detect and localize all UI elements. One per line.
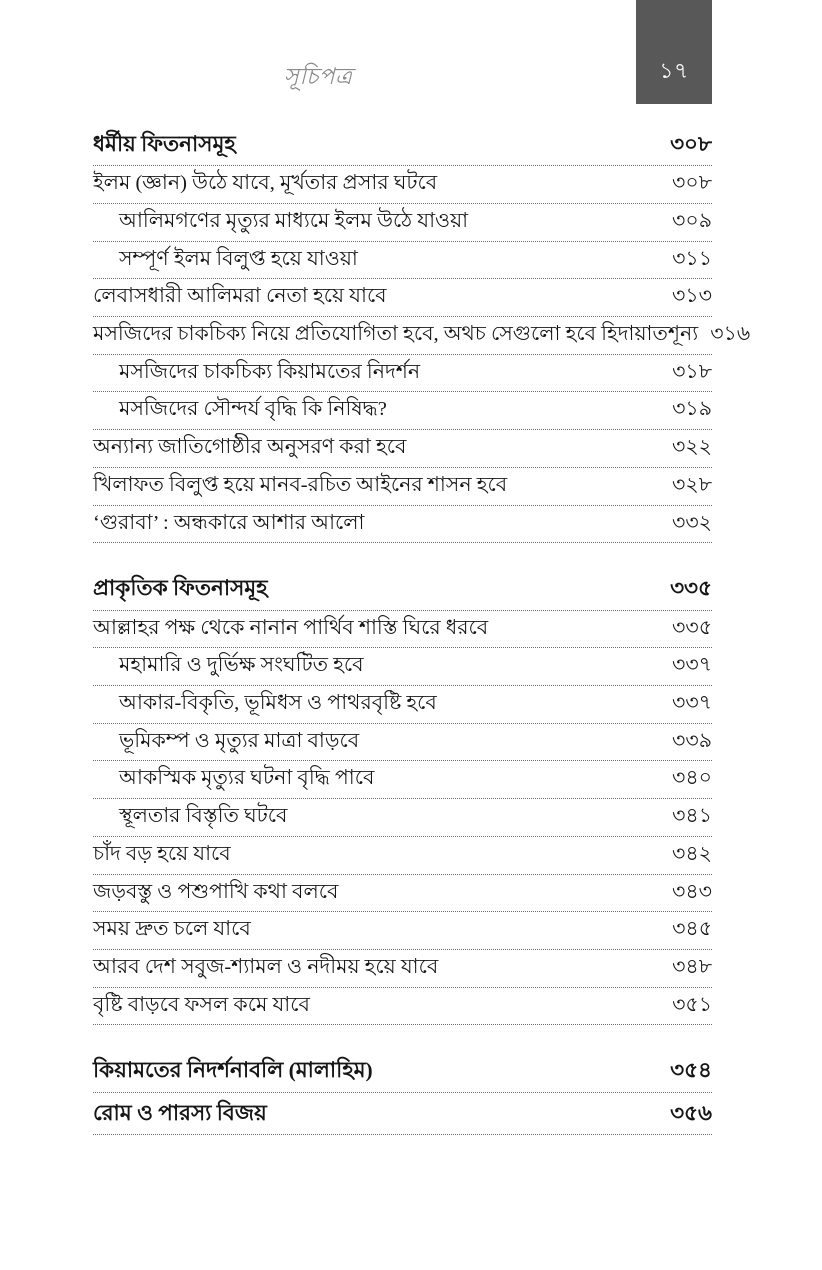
- toc-entry-row[interactable]: [93, 204, 712, 242]
- toc-entry-page-number: ৩২২: [672, 436, 712, 459]
- table-of-contents: [93, 124, 751, 1135]
- toc-entry-page-number: ৩১১: [672, 247, 712, 270]
- toc-entry-row[interactable]: [93, 392, 712, 430]
- toc-entry-page-number: ৩১৩: [672, 285, 712, 308]
- page-number-box: [636, 0, 712, 104]
- toc-entry-page-number: ৩৩২: [672, 511, 712, 534]
- toc-entry-label: চাঁদ বড় হয়ে যাবে: [93, 842, 231, 865]
- toc-entry-row[interactable]: [93, 875, 712, 913]
- toc-entry-label: মহামারি ও দুর্ভিক্ষ সংঘটিত হবে: [119, 654, 364, 677]
- toc-entry-label: মসজিদের চাকচিক্য নিয়ে প্রতিযোগিতা হবে, অথচ সেগুলো হবে হিদায়াতশূন্য: [93, 323, 699, 346]
- toc-entry-label: রোম ও পারস্য বিজয়: [93, 1100, 267, 1125]
- toc-entry-page-number: ৩১৮: [672, 360, 712, 383]
- toc-entry-label: আল্লাহর পক্ষ থেকে নানান পার্থিব শাস্তি ঘিরে ধরবে: [93, 616, 489, 639]
- toc-entry-row[interactable]: [93, 912, 712, 950]
- running-head-title: সূচিপত্র: [283, 64, 353, 89]
- toc-entry-row[interactable]: [93, 988, 712, 1026]
- toc-entry-page-number: ৩১৬: [710, 323, 751, 346]
- toc-entry-row[interactable]: [93, 317, 751, 355]
- toc-entry-label: ভূমিকম্প ও মৃত্যুর মাত্রা বাড়বে: [119, 729, 360, 752]
- toc-entry-page-number: ৩৩৭: [672, 654, 712, 677]
- toc-entry-row[interactable]: [93, 279, 712, 317]
- toc-entry-page-number: ৩৪৮: [672, 956, 712, 978]
- toc-section-row[interactable]: [93, 124, 712, 166]
- toc-entry-row[interactable]: [93, 468, 712, 506]
- toc-entry-label: স্থূলতার বিস্তৃতি ঘটবে: [119, 805, 288, 828]
- toc-entry-page-number: ৩৩৭: [672, 691, 712, 714]
- toc-entry-label: বৃষ্টি বাড়বে ফসল কমে যাবে: [93, 993, 310, 1016]
- toc-entry-row[interactable]: [93, 506, 712, 544]
- toc-entry-page-number: ৩৫৪: [670, 1058, 712, 1083]
- page-header: [0, 0, 822, 106]
- toc-entry-label: প্রাকৃতিক ফিতনাসমূহ: [93, 576, 268, 601]
- toc-entry-label: ইলম (জ্ঞান) উঠে যাবে, মূর্খতার প্রসার ঘটবে: [93, 172, 438, 195]
- toc-entry-row[interactable]: [93, 950, 712, 988]
- toc-entry-label: সময় দ্রুত চলে যাবে: [93, 918, 251, 941]
- toc-entry-row[interactable]: [93, 648, 712, 686]
- toc-entry-row[interactable]: [93, 724, 712, 762]
- toc-entry-label: আলিমগণের মৃত্যুর মাধ্যমে ইলম উঠে যাওয়া: [119, 209, 469, 232]
- toc-entry-page-number: ৩৪১: [672, 805, 712, 828]
- toc-section-row[interactable]: [93, 1093, 712, 1135]
- toc-entry-page-number: ৩৫১: [672, 993, 712, 1016]
- toc-entry-page-number: ৩৪৫: [672, 918, 712, 941]
- toc-entry-label: লেবাসধারী আলিমরা নেতা হয়ে যাবে: [93, 285, 387, 308]
- toc-entry-page-number: ৩৫৬: [670, 1100, 712, 1125]
- toc-entry-label: ‘গুরাবা’ : অন্ধকারে আশার আলো: [93, 511, 365, 534]
- toc-entry-label: ধর্মীয় ফিতনাসমূহ: [93, 132, 236, 156]
- toc-entry-row[interactable]: [93, 837, 712, 875]
- toc-entry-label: জড়বস্তু ও পশুপাখি কথা বলবে: [93, 880, 339, 903]
- toc-entry-page-number: ৩০৮: [670, 132, 712, 156]
- toc-entry-page-number: ৩৩৫: [670, 576, 712, 601]
- toc-entry-page-number: ৩০৮: [672, 172, 712, 195]
- toc-entry-label: কিয়ামতের নিদর্শনাবলি (মালাহিম): [93, 1058, 373, 1083]
- toc-entry-row[interactable]: [93, 166, 712, 204]
- toc-entry-page-number: ৩০৯: [672, 209, 712, 232]
- toc-entry-row[interactable]: [93, 686, 712, 724]
- toc-entry-page-number: ৩৪৩: [672, 880, 712, 903]
- toc-entry-page-number: ৩২৮: [672, 473, 712, 496]
- toc-entry-page-number: ৩১৯: [672, 398, 712, 421]
- toc-entry-label: খিলাফত বিলুপ্ত হয়ে মানব-রচিত আইনের শাসন হবে: [93, 473, 508, 496]
- toc-entry-page-number: ৩৪২: [672, 842, 712, 865]
- toc-entry-row[interactable]: [93, 761, 712, 799]
- toc-entry-label: মসজিদের সৌন্দর্য বৃদ্ধি কি নিষিদ্ধ?: [119, 398, 387, 421]
- toc-entry-row[interactable]: [93, 242, 712, 280]
- toc-entry-row[interactable]: [93, 430, 712, 468]
- toc-section-row[interactable]: [93, 1050, 712, 1092]
- toc-entry-label: আরব দেশ সবুজ-শ্যামল ও নদীময় হয়ে যাবে: [93, 956, 439, 978]
- toc-section-row[interactable]: [93, 568, 712, 610]
- toc-entry-row[interactable]: [93, 355, 712, 393]
- toc-entry-label: আকস্মিক মৃত্যুর ঘটনা বৃদ্ধি পাবে: [119, 767, 375, 790]
- toc-entry-label: মসজিদের চাকচিক্য কিয়ামতের নিদর্শন: [119, 360, 421, 383]
- toc-entry-row[interactable]: [93, 799, 712, 837]
- toc-entry-label: সম্পূর্ণ ইলম বিলুপ্ত হয়ে যাওয়া: [119, 247, 358, 270]
- toc-entry-page-number: ৩৩৫: [672, 616, 712, 639]
- toc-entry-label: আকার-বিকৃতি, ভূমিধস ও পাথরবৃষ্টি হবে: [119, 691, 437, 714]
- page-number: ১৭: [659, 58, 689, 83]
- toc-entry-page-number: ৩৩৯: [672, 729, 712, 752]
- toc-entry-row[interactable]: [93, 611, 712, 649]
- toc-entry-page-number: ৩৪০: [672, 767, 712, 790]
- toc-entry-label: অন্যান্য জাতিগোষ্ঠীর অনুসরণ করা হবে: [93, 436, 407, 459]
